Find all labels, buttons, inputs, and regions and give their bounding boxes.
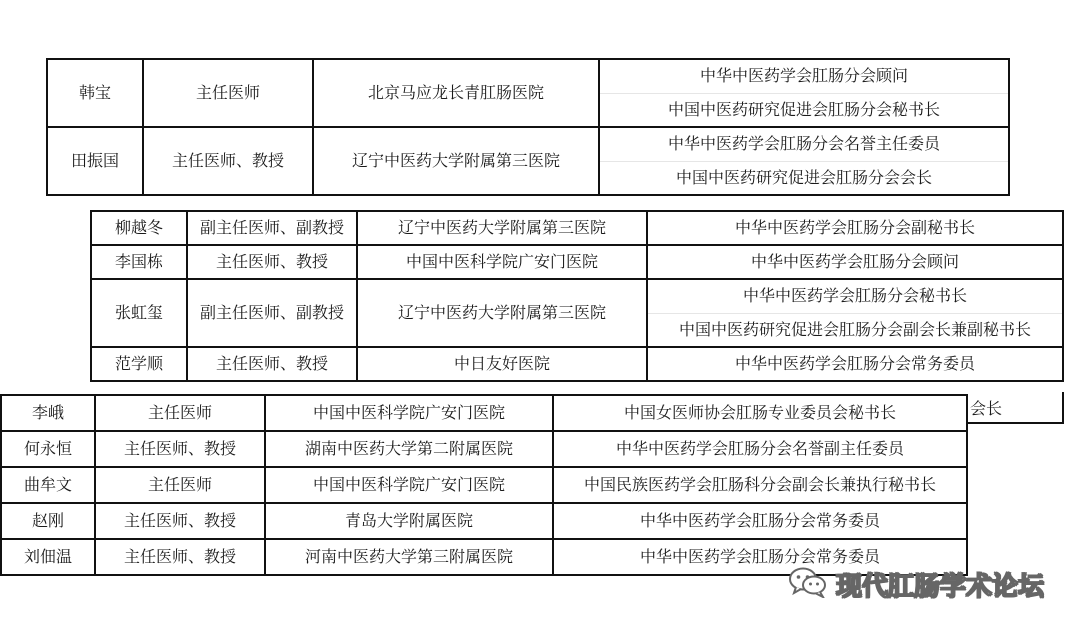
cell-title: 主任医师、教授	[95, 431, 265, 467]
cell-title: 主任医师、教授	[187, 347, 357, 381]
cell-hospital: 中日友好医院	[357, 347, 647, 381]
cell-title: 副主任医师、副教授	[187, 211, 357, 245]
cell-title: 主任医师	[95, 467, 265, 503]
cell-name: 李峨	[1, 395, 95, 431]
cell-name: 刘佃温	[1, 539, 95, 575]
cell-hospital: 辽宁中医药大学附属第三医院	[357, 211, 647, 245]
cell-hospital: 中国中医科学院广安门医院	[265, 395, 553, 431]
cell-role: 中国女医师协会肛肠专业委员会秘书长	[553, 395, 967, 431]
cell-hospital: 辽宁中医药大学附属第三医院	[313, 127, 599, 195]
cell-role: 中华中医药学会肛肠分会名誉主任委员	[599, 127, 1009, 161]
cell-role: 中华中医药学会肛肠分会常务委员	[553, 539, 967, 575]
cell-hospital: 湖南中医药大学第二附属医院	[265, 431, 553, 467]
cell-role: 中华中医药学会肛肠分会常务委员	[647, 347, 1063, 381]
wechat-icon	[788, 566, 828, 602]
cell-hospital: 北京马应龙长青肛肠医院	[313, 59, 599, 127]
cell-name: 范学顺	[91, 347, 187, 381]
cell-title: 主任医师、教授	[95, 539, 265, 575]
cell-hospital: 河南中医药大学第三附属医院	[265, 539, 553, 575]
cell-name: 柳越冬	[91, 211, 187, 245]
cell-role: 中华中医药学会肛肠分会顾问	[599, 59, 1009, 93]
cell-role: 中华中医药学会肛肠分会副秘书长	[647, 211, 1063, 245]
cell-name: 何永恒	[1, 431, 95, 467]
table-fragment	[966, 392, 1064, 424]
cell-title: 主任医师、教授	[95, 503, 265, 539]
watermark	[788, 566, 1044, 602]
cell-name: 张虹玺	[91, 279, 187, 347]
cell-name: 田振国	[47, 127, 143, 195]
cell-hospital: 中国中医科学院广安门医院	[265, 467, 553, 503]
expert-table-block-1	[46, 58, 1010, 196]
cell-role: 中华中医药学会肛肠分会名誉副主任委员	[553, 431, 967, 467]
cell-title: 副主任医师、副教授	[187, 279, 357, 347]
cell-role: 中国中医药研究促进会肛肠分会会长	[599, 161, 1009, 195]
cell-name: 李国栋	[91, 245, 187, 279]
cell-role: 中华中医药学会肛肠分会秘书长	[647, 279, 1063, 313]
cell-role: 中华中医药学会肛肠分会顾问	[647, 245, 1063, 279]
cell-title: 主任医师、教授	[187, 245, 357, 279]
cell-hospital: 辽宁中医药大学附属第三医院	[357, 279, 647, 347]
expert-table-block-2	[90, 210, 1064, 382]
cell-hospital: 青岛大学附属医院	[265, 503, 553, 539]
cell-name: 赵刚	[1, 503, 95, 539]
watermark-text: 现代肛肠学术论坛	[836, 571, 1045, 602]
cell-title: 主任医师	[143, 59, 313, 127]
cell-title: 主任医师	[95, 395, 265, 431]
cell-role: 中华中医药学会肛肠分会常务委员	[553, 503, 967, 539]
cell-name: 韩宝	[47, 59, 143, 127]
fragment-text: 会长	[970, 399, 1003, 418]
cell-name: 曲牟文	[1, 467, 95, 503]
cell-role: 中国中医药研究促进会肛肠分会秘书长	[599, 93, 1009, 127]
cell-hospital: 中国中医科学院广安门医院	[357, 245, 647, 279]
cell-title: 主任医师、教授	[143, 127, 313, 195]
expert-table-block-3	[0, 394, 968, 576]
cell-role: 中国民族医药学会肛肠科分会副会长兼执行秘书长	[553, 467, 967, 503]
cell-role: 中国中医药研究促进会肛肠分会副会长兼副秘书长	[647, 313, 1063, 347]
